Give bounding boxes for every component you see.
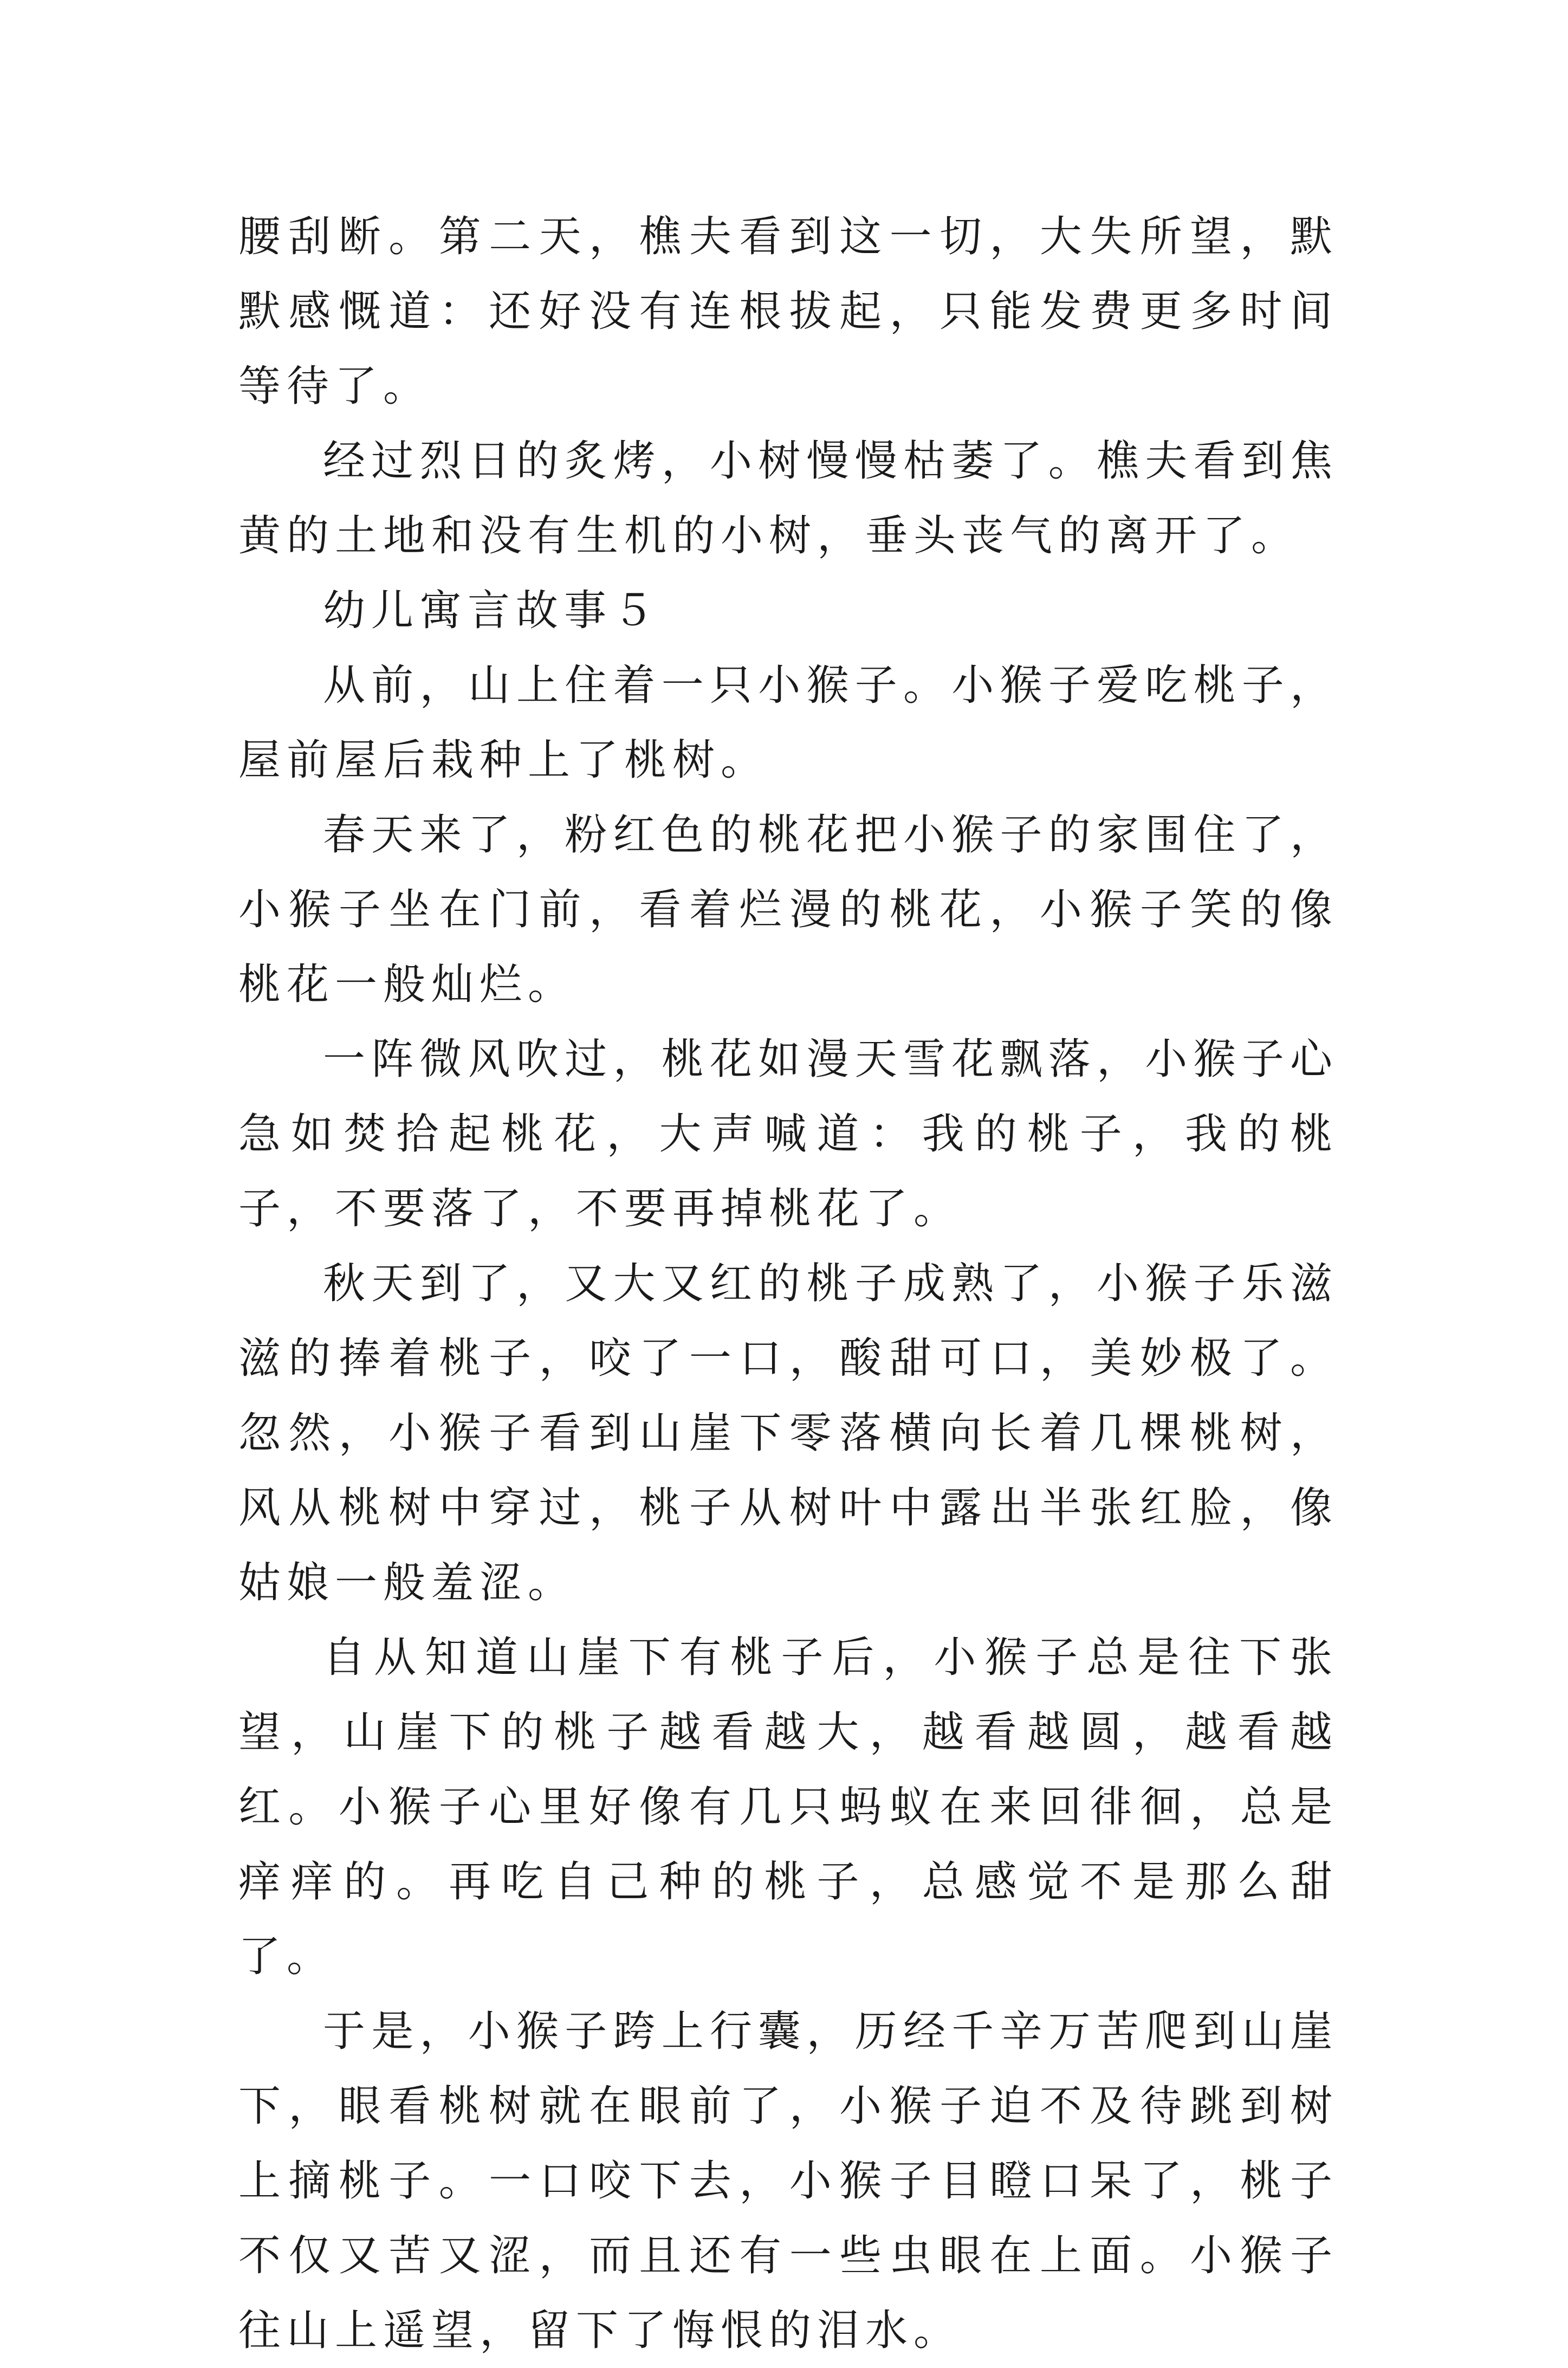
- paragraph-continuation: 腰刮断。第二天，樵夫看到这一切，大失所望，默默感慨道：还好没有连根拔起，只能发费更多时间等待了。: [238, 212, 1338, 411]
- paragraph: 经过烈日的炙烤，小树慢慢枯萎了。樵夫看到焦黄的土地和没有生机的小树，垂头丧气的离开了。: [238, 437, 1338, 560]
- paragraph: 于是，小猴子跨上行囊，历经千辛万苦爬到山崖下，眼看桃树就在眼前了，小猴子迫不及待跳到树上摘桃子。一口咬下去，小猴子目瞪口呆了，桃子不仅又苦又涩，而且还有一些虫眼在上面。小猴子往山上遥望，留下了悔恨的泪水。: [238, 2007, 1338, 2355]
- story-title: 幼儿寓言故事５: [323, 586, 661, 635]
- paragraph: 从前，山上住着一只小猴子。小猴子爱吃桃子，屋前屋后栽种上了桃树。: [238, 661, 1338, 785]
- document-body: [238, 199, 1338, 2368]
- paragraph: 一阵微风吹过，桃花如漫天雪花飘落，小猴子心急如焚拾起桃花，大声喊道：我的桃子，我的桃子，不要落了，不要再掉桃花了。: [238, 1035, 1338, 1233]
- paragraph: 自从知道山崖下有桃子后，小猴子总是往下张望，山崖下的桃子越看越大，越看越圆，越看越红。小猴子心里好像有几只蚂蚁在来回徘徊，总是痒痒的。再吃自己种的桃子，总感觉不是那么甜了。: [238, 1633, 1338, 1981]
- paragraph: 秋天到了，又大又红的桃子成熟了，小猴子乐滋滋的捧着桃子，咬了一口，酸甜可口，美妙极了。忽然，小猴子看到山崖下零落横向长着几棵桃树，风从桃树中穿过，桃子从树叶中露出半张红脸，像姑娘一般羞涩。: [238, 1259, 1338, 1607]
- paragraph: 春天来了，粉红色的桃花把小猴子的家围住了，小猴子坐在门前，看着烂漫的桃花，小猴子笑的像桃花一般灿烂。: [238, 811, 1338, 1009]
